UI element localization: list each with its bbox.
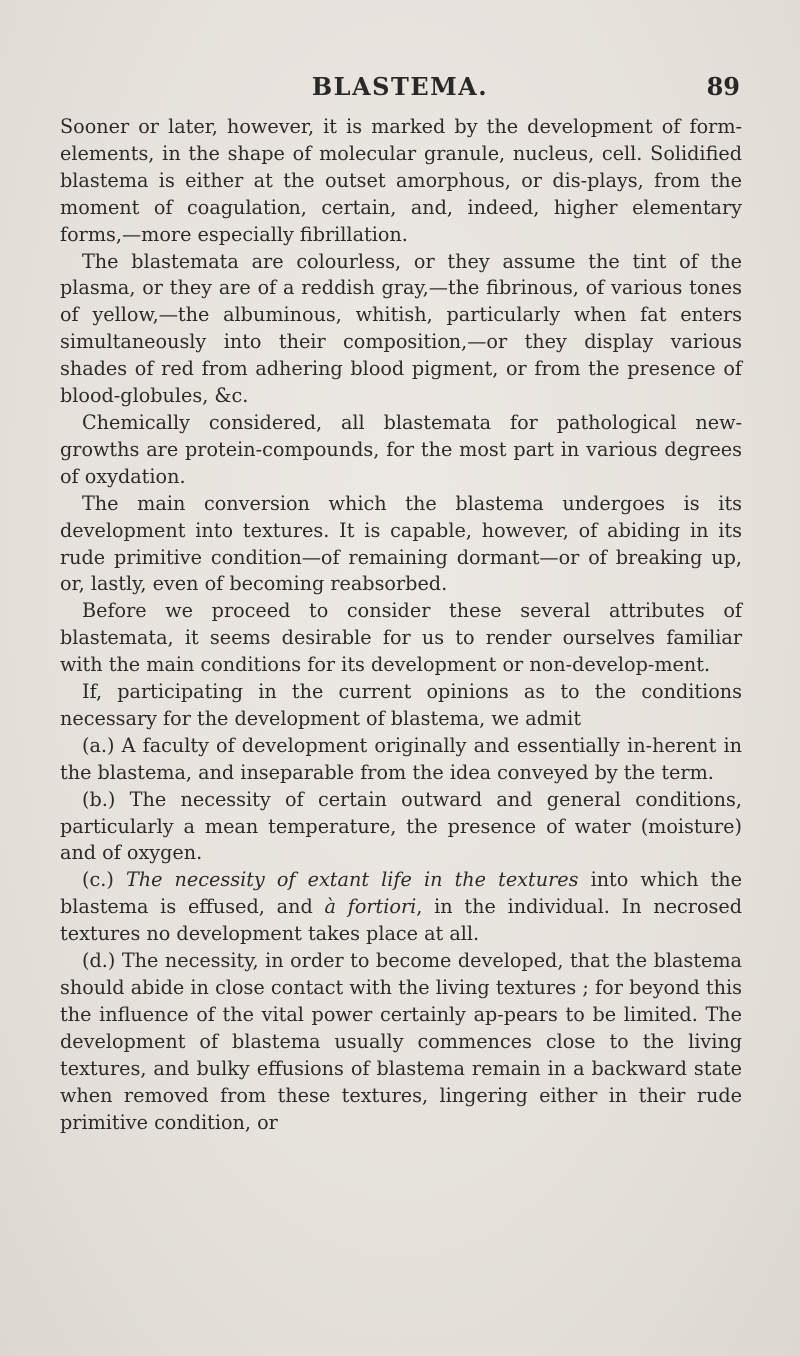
list-item-a: (a.) A faculty of development originally and essentially in-herent in the blastema, and inseparable from the idea conveyed by the term. <box>60 733 742 784</box>
list-item-c <box>60 867 742 948</box>
paragraph: If, participating in the current opinions as to the conditions necessary for the development of blastema, we admit <box>60 680 742 730</box>
text-run: into which the blastema is effused, and <box>60 868 742 919</box>
item-label: (c.) <box>82 868 126 892</box>
italic-phrase: à fortiori <box>324 895 417 919</box>
paragraph: Before we proceed to consider these several attributes of blastemata, it seems desirable for us to render ourselves familiar with the main conditions for its development or non-develop-ment. <box>60 599 742 677</box>
page-number: 89 <box>706 72 740 101</box>
page-header <box>0 72 800 108</box>
body-text <box>60 114 742 1136</box>
italic-phrase: The necessity of extant life in the textures <box>125 868 579 892</box>
paragraph: Chemically considered, all blastemata for pathological new-growths are protein-compounds, for the most part in various degrees of oxydation. <box>60 410 742 488</box>
list-item-b: (b.) The necessity of certain outward and general conditions, particularly a mean temperature, the presence of water (moisture) and of oxygen. <box>60 787 742 865</box>
paragraph: Sooner or later, however, it is marked by the development of form-elements, in the shape of molecular granule, nucleus, cell. Solidified blastema is either at the outset amorphous, or dis-plays, from the moment of coagulation, certain, and, indeed, higher elementary forms,—more especially fibrillation. <box>60 115 742 246</box>
list-item-d: (d.) The necessity, in order to become developed, that the blastema should abide in close contact with the living textures ; for beyond this the influence of the vital power certainly ap-pears to be limited. The development of blastema usually commences close to the living textures, and bulky effusions of blastema remain in a backward state when removed from these textures, lingering either in their rude primitive condition, or <box>60 949 742 1134</box>
text-run: , in the individual. In necrosed textures no development takes place at all. <box>60 895 743 946</box>
paragraph: The blastemata are colourless, or they assume the tint of the plasma, or they are of a reddish gray,—the fibrinous, of various tones of yellow,—the albuminous, whitish, particularly when fat enters simultaneously into their composition,—or they display various shades of red from adhering blood pigment, or from the presence of blood-globules, &c. <box>60 249 742 408</box>
paragraph: The main conversion which the blastema undergoes is its development into textures. It is capable, however, of abiding in its rude primitive condition—of remaining dormant—or of breaking up, or, lastly, even of becoming reabsorbed. <box>60 491 742 596</box>
running-title: BLASTEMA. <box>311 72 489 101</box>
